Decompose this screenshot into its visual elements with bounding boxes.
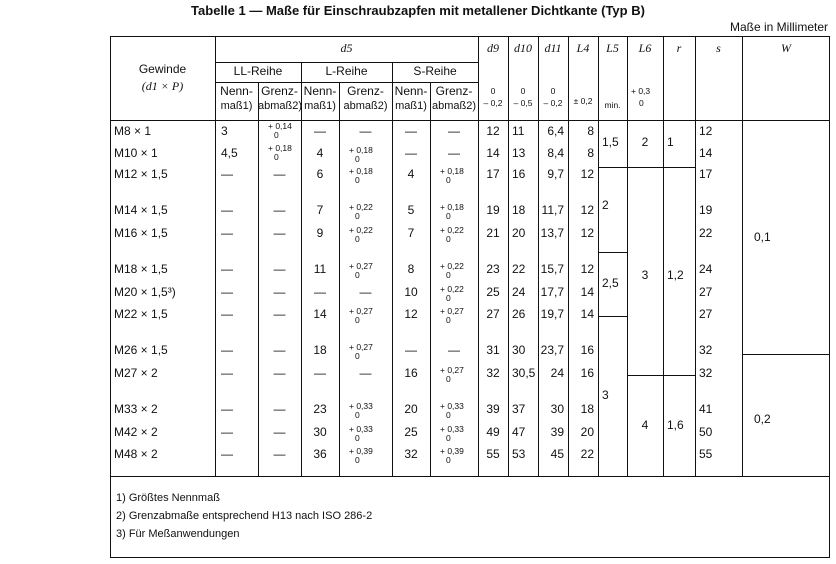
row-5-d10: 22 <box>512 262 526 276</box>
row-9-s-grenz-lower: 0 <box>446 374 451 384</box>
row-12-s-grenz-lower: 0 <box>446 455 451 465</box>
grid-hline <box>598 316 627 317</box>
grid-hline <box>627 167 695 168</box>
row-4-s: 22 <box>699 226 713 240</box>
row-2-s-grenz-upper: + 0,18 <box>440 166 464 176</box>
row-1-l-nenn: 4 <box>316 146 324 160</box>
grid-vline <box>258 82 259 476</box>
row-8-d9: 31 <box>486 343 500 357</box>
header-s: s <box>716 41 721 55</box>
header-L5: L5 <box>606 41 619 55</box>
row-7-l-nenn: 14 <box>313 307 327 321</box>
row-8-s: 32 <box>699 343 713 357</box>
row-7-ll-grenz: — <box>273 307 286 321</box>
header-sn-bottom: maß1) <box>395 100 427 112</box>
row-12-s-nenn: 32 <box>404 447 418 461</box>
header-L4: L4 <box>576 41 590 55</box>
row-0-d11: 6,4 <box>547 124 564 138</box>
row-1-ll-grenz-upper: + 0,18 <box>268 143 292 153</box>
row-6-l-nenn: — <box>314 285 326 299</box>
row-3-d9: 19 <box>486 203 500 217</box>
row-11-s-grenz <box>440 425 464 443</box>
header-llg-bottom: abmaß2) <box>258 100 303 112</box>
row-2-l-grenz-upper: + 0,18 <box>349 166 373 176</box>
header-d5: d5 <box>340 41 353 55</box>
header-lg-bottom: abmaß2) <box>343 100 388 112</box>
row-12-s-grenz <box>440 447 464 465</box>
row-1-s: 14 <box>699 146 713 160</box>
header-sn-top: Nenn- <box>394 84 428 98</box>
L5-merged-c: 2,5 <box>602 276 619 290</box>
row-10-l-grenz-lower: 0 <box>355 410 360 420</box>
row-8-l-grenz-lower: 0 <box>355 351 360 361</box>
row-10-s: 41 <box>699 402 713 416</box>
row-2-d11: 9,7 <box>547 167 564 181</box>
row-10-l-grenz-upper: + 0,33 <box>349 401 373 411</box>
header-d9-tol-lower: – 0,2 <box>483 98 503 108</box>
footnote-3: 3) Für Meßanwendungen <box>116 528 240 540</box>
row-11-s-nenn: 25 <box>404 425 418 439</box>
row-10-ll-nenn: — <box>221 402 233 416</box>
row-6-L4: 14 <box>580 285 594 299</box>
row-9-s: 32 <box>699 366 713 380</box>
row-12-ll-grenz: — <box>273 447 286 461</box>
header-d10: d10 <box>514 41 532 55</box>
row-5-s: 24 <box>699 262 713 276</box>
row-7-s: 27 <box>699 307 713 321</box>
row-12-d9: 55 <box>486 447 500 461</box>
row-2-gewinde: M12 × 1,5 <box>114 167 168 181</box>
header-ln-bottom: maß1) <box>304 100 336 112</box>
header-lg-top: Grenz- <box>347 84 384 98</box>
row-2-s-nenn: 4 <box>407 167 415 181</box>
row-5-gewinde: M18 × 1,5 <box>114 262 168 276</box>
header-d10-tol-upper: 0 <box>520 86 526 96</box>
row-8-s-nenn: — <box>405 343 417 357</box>
header-ll-reihe: LL-Reihe <box>233 64 283 78</box>
row-7-s-grenz-lower: 0 <box>446 315 451 325</box>
row-10-s-grenz-upper: + 0,33 <box>440 401 464 411</box>
row-11-s-grenz-upper: + 0,33 <box>440 424 464 434</box>
row-4-s-grenz <box>440 226 464 244</box>
header-sg-top: Grenz- <box>435 84 473 98</box>
row-8-s-grenz: — <box>448 343 460 357</box>
row-9-s-nenn: 16 <box>404 366 418 380</box>
row-3-ll-nenn: — <box>221 203 233 217</box>
row-7-d11: 19,7 <box>540 307 564 321</box>
W-merged-a: 0,1 <box>754 230 771 244</box>
row-4-ll-nenn: — <box>221 226 233 240</box>
grid-vline <box>627 36 628 476</box>
L5-merged-b: 2 <box>602 198 609 212</box>
header-d11-tol-upper: 0 <box>550 86 556 96</box>
row-12-gewinde: M48 × 2 <box>114 447 158 461</box>
row-9-d9: 32 <box>486 366 500 380</box>
row-2-l-grenz-lower: 0 <box>355 175 360 185</box>
row-9-gewinde: M27 × 2 <box>114 366 158 380</box>
row-0-ll-grenz-upper: + 0,14 <box>268 121 292 131</box>
row-2-s-grenz-lower: 0 <box>446 175 451 185</box>
row-0-gewinde: M8 × 1 <box>114 124 152 138</box>
row-9-s-grenz <box>440 366 464 384</box>
row-3-l-grenz-upper: + 0,22 <box>349 202 373 212</box>
row-11-gewinde: M42 × 2 <box>114 425 158 439</box>
header-gewinde: Gewinde <box>138 62 187 76</box>
row-1-ll-grenz <box>268 144 292 162</box>
row-4-L4: 12 <box>580 226 594 240</box>
header-s-reihe: S-Reihe <box>413 64 457 78</box>
row-5-s-grenz-upper: + 0,22 <box>440 261 464 271</box>
row-4-gewinde: M16 × 1,5 <box>114 226 168 240</box>
footnote-1: 1) Größtes Nennmaß <box>116 492 220 504</box>
header-gewinde-sub: (d1 × P) <box>141 79 184 93</box>
L6-merged-a: 2 <box>641 135 649 149</box>
row-1-ll-nenn: 4,5 <box>221 146 238 160</box>
row-1-l-grenz-upper: + 0,18 <box>349 145 373 155</box>
row-0-ll-grenz <box>268 122 292 140</box>
row-5-s-grenz-lower: 0 <box>446 270 451 280</box>
row-3-l-nenn: 7 <box>316 203 324 217</box>
grid-vline <box>695 36 696 476</box>
row-10-d10: 37 <box>512 402 526 416</box>
row-9-ll-nenn: — <box>221 366 233 380</box>
L5-merged-a: 1,5 <box>602 135 619 149</box>
row-0-l-grenz: — <box>359 124 372 138</box>
row-9-L4: 16 <box>580 366 594 380</box>
row-0-d9: 12 <box>486 124 500 138</box>
row-5-L4: 12 <box>580 262 594 276</box>
r-merged-b: 1,2 <box>667 268 684 282</box>
grid-hline <box>110 476 830 477</box>
grid-hline <box>215 82 478 83</box>
row-3-s-grenz-lower: 0 <box>446 211 451 221</box>
header-L6-tol-upper: + 0,3 <box>631 86 651 96</box>
row-4-s-nenn: 7 <box>407 226 415 240</box>
row-8-ll-grenz: — <box>273 343 286 357</box>
row-3-l-grenz-lower: 0 <box>355 211 360 221</box>
row-2-l-grenz <box>349 167 373 185</box>
row-1-gewinde: M10 × 1 <box>114 146 158 160</box>
row-1-d9: 14 <box>486 146 500 160</box>
header-L6-tol-lower: 0 <box>639 98 644 108</box>
row-11-L4: 20 <box>580 425 594 439</box>
row-3-gewinde: M14 × 1,5 <box>114 203 168 217</box>
row-5-ll-nenn: — <box>221 262 233 276</box>
row-3-d11: 11,7 <box>541 203 564 217</box>
row-6-gewinde: M20 × 1,5³) <box>114 285 176 299</box>
header-ln-top: Nenn- <box>303 84 337 98</box>
header-W: W <box>781 41 791 55</box>
row-4-l-grenz-upper: + 0,22 <box>349 225 373 235</box>
header-lln-bottom: maß1) <box>220 100 253 112</box>
row-12-d10: 53 <box>512 447 526 461</box>
row-11-ll-grenz: — <box>273 425 286 439</box>
row-6-d11: 17,7 <box>540 285 564 299</box>
L6-merged-c: 4 <box>641 418 649 432</box>
row-6-s-grenz <box>440 285 464 303</box>
header-d10-tol-lower: – 0,5 <box>513 98 533 108</box>
row-6-ll-nenn: — <box>221 285 233 299</box>
row-6-s: 27 <box>699 285 713 299</box>
row-4-d11: 13,7 <box>540 226 564 240</box>
row-10-s-grenz <box>440 402 464 420</box>
header-r: r <box>676 41 682 55</box>
row-6-d9: 25 <box>486 285 500 299</box>
row-6-ll-grenz: — <box>273 285 286 299</box>
row-4-d9: 21 <box>486 226 500 240</box>
grid-vline <box>430 82 431 476</box>
row-0-ll-nenn: 3 <box>221 124 228 138</box>
header-L4-tol: ± 0,2 <box>573 96 593 106</box>
row-3-s-grenz-upper: + 0,18 <box>440 202 464 212</box>
grid-vline <box>742 36 743 476</box>
row-10-ll-grenz: — <box>273 402 286 416</box>
row-6-l-grenz: — <box>359 285 372 299</box>
row-5-d9: 23 <box>486 262 500 276</box>
row-9-ll-grenz: — <box>273 366 286 380</box>
header-d9: d9 <box>487 41 499 55</box>
row-5-l-grenz-upper: + 0,27 <box>349 261 373 271</box>
row-5-l-grenz <box>349 262 373 280</box>
row-7-l-grenz-upper: + 0,27 <box>349 306 373 316</box>
header-L5-tol: min. <box>604 100 621 110</box>
header-L6: L6 <box>638 41 652 55</box>
row-8-d10: 30 <box>512 343 526 357</box>
row-11-d9: 49 <box>486 425 500 439</box>
row-8-gewinde: M26 × 1,5 <box>114 343 168 357</box>
row-6-d10: 24 <box>512 285 526 299</box>
row-5-s-grenz <box>440 262 464 280</box>
row-4-l-nenn: 9 <box>316 226 324 240</box>
header-llg-top: Grenz- <box>261 84 298 98</box>
row-11-l-grenz-lower: 0 <box>355 433 360 443</box>
row-11-l-nenn: 30 <box>313 425 327 439</box>
row-5-s-nenn: 8 <box>407 262 415 276</box>
row-11-d10: 47 <box>512 425 526 439</box>
unit-note: Maße in Millimeter <box>729 20 828 34</box>
row-2-l-nenn: 6 <box>316 167 324 181</box>
row-12-d11: 45 <box>550 447 564 461</box>
row-9-s-grenz-upper: + 0,27 <box>440 365 464 375</box>
grid-hline <box>598 167 627 168</box>
row-4-l-grenz-lower: 0 <box>355 234 360 244</box>
row-4-d10: 20 <box>512 226 526 240</box>
row-5-ll-grenz: — <box>273 262 286 276</box>
row-3-l-grenz <box>349 203 373 221</box>
table-title: Tabelle 1 — Maße für Einschraubzapfen mit metallener Dichtkante (Typ B) <box>191 3 645 18</box>
row-12-l-grenz-lower: 0 <box>355 455 360 465</box>
row-0-s: 12 <box>699 124 713 138</box>
row-7-d10: 26 <box>512 307 526 321</box>
row-2-d10: 16 <box>512 167 526 181</box>
grid-vline <box>663 36 664 476</box>
row-4-s-grenz-upper: + 0,22 <box>440 225 464 235</box>
row-5-l-nenn: 11 <box>313 262 327 276</box>
row-1-d11: 8,4 <box>547 146 564 160</box>
row-11-l-grenz-upper: + 0,33 <box>349 424 373 434</box>
row-1-ll-grenz-lower: 0 <box>274 152 279 162</box>
row-8-d11: 23,7 <box>540 343 564 357</box>
row-7-s-grenz <box>440 307 464 325</box>
grid-hline <box>110 120 830 121</box>
row-2-s-grenz <box>440 167 464 185</box>
row-1-d10: 13 <box>512 146 526 160</box>
row-0-ll-grenz-lower: 0 <box>274 130 279 140</box>
row-5-l-grenz-lower: 0 <box>355 270 360 280</box>
header-d11: d11 <box>544 41 562 55</box>
row-0-s-grenz: — <box>448 124 460 138</box>
row-4-s-grenz-lower: 0 <box>446 234 451 244</box>
row-7-l-grenz <box>349 307 373 325</box>
row-2-s: 17 <box>699 167 713 181</box>
row-6-s-grenz-lower: 0 <box>446 293 451 303</box>
row-7-l-grenz-lower: 0 <box>355 315 360 325</box>
row-9-d10: 30,5 <box>512 366 536 380</box>
row-8-l-grenz-upper: + 0,27 <box>349 342 373 352</box>
row-1-L4: 8 <box>587 146 594 160</box>
row-11-d11: 39 <box>550 425 564 439</box>
header-d11-tol-lower: – 0,2 <box>543 98 563 108</box>
row-2-d9: 17 <box>486 167 500 181</box>
row-3-s-nenn: 5 <box>407 203 415 217</box>
row-8-L4: 16 <box>580 343 594 357</box>
row-3-d10: 18 <box>512 203 526 217</box>
W-merged-b: 0,2 <box>754 412 771 426</box>
row-9-d11: 24 <box>550 366 564 380</box>
row-2-ll-grenz: — <box>273 167 286 181</box>
row-5-d11: 15,7 <box>540 262 564 276</box>
row-11-ll-nenn: — <box>221 425 233 439</box>
row-12-ll-nenn: — <box>221 447 233 461</box>
footnote-2: 2) Grenzabmaße entsprechend H13 nach ISO 286-2 <box>116 510 373 522</box>
grid-hline <box>598 252 627 253</box>
header-l-reihe: L-Reihe <box>325 64 368 78</box>
grid-hline <box>215 62 478 63</box>
row-10-s-grenz-lower: 0 <box>446 410 451 420</box>
L5-merged-d: 3 <box>602 388 609 402</box>
L6-merged-b: 3 <box>641 268 649 282</box>
header-sg-bottom: abmaß2) <box>431 100 477 112</box>
row-3-s-grenz <box>440 203 464 221</box>
row-2-L4: 12 <box>580 167 594 181</box>
row-4-l-grenz <box>349 226 373 244</box>
row-10-d11: 30 <box>550 402 564 416</box>
row-10-L4: 18 <box>580 402 594 416</box>
row-1-l-grenz-lower: 0 <box>355 154 360 164</box>
row-0-s-nenn: — <box>405 124 417 138</box>
row-1-l-grenz <box>349 146 373 164</box>
r-merged-a: 1 <box>667 135 674 149</box>
row-10-d9: 39 <box>486 402 500 416</box>
row-11-s: 50 <box>699 425 713 439</box>
header-d9-tol-upper: 0 <box>490 86 496 96</box>
row-9-l-nenn: — <box>314 366 326 380</box>
row-12-L4: 22 <box>580 447 594 461</box>
row-10-l-nenn: 23 <box>313 402 327 416</box>
row-4-ll-grenz: — <box>273 226 286 240</box>
header-lln-top: Nenn- <box>220 84 253 98</box>
row-1-s-nenn: — <box>405 146 417 160</box>
row-7-gewinde: M22 × 1,5 <box>114 307 168 321</box>
grid-hline <box>742 354 830 355</box>
row-10-l-grenz <box>349 402 373 420</box>
row-8-l-grenz <box>349 343 373 361</box>
row-12-l-nenn: 36 <box>313 447 327 461</box>
row-10-s-nenn: 20 <box>404 402 418 416</box>
row-0-l-nenn: — <box>314 124 326 138</box>
row-3-ll-grenz: — <box>273 203 286 217</box>
row-7-L4: 14 <box>580 307 594 321</box>
row-1-s-grenz: — <box>448 146 460 160</box>
row-8-l-nenn: 18 <box>313 343 327 357</box>
row-11-s-grenz-lower: 0 <box>446 433 451 443</box>
row-7-ll-nenn: — <box>221 307 233 321</box>
row-0-L4: 8 <box>587 124 594 138</box>
grid-vline <box>339 82 340 476</box>
row-12-s: 55 <box>699 447 713 461</box>
row-12-l-grenz <box>349 447 373 465</box>
row-9-l-grenz: — <box>359 366 372 380</box>
row-12-l-grenz-upper: + 0,39 <box>349 446 373 456</box>
row-2-ll-nenn: — <box>221 167 233 181</box>
row-3-L4: 12 <box>580 203 594 217</box>
row-0-d10: 11 <box>512 124 525 138</box>
row-10-gewinde: M33 × 2 <box>114 402 158 416</box>
row-7-s-nenn: 12 <box>404 307 418 321</box>
table-frame <box>110 36 830 558</box>
row-6-s-nenn: 10 <box>404 285 418 299</box>
row-7-s-grenz-upper: + 0,27 <box>440 306 464 316</box>
row-8-ll-nenn: — <box>221 343 233 357</box>
grid-hline <box>627 375 695 376</box>
row-3-s: 19 <box>699 203 713 217</box>
row-7-d9: 27 <box>486 307 500 321</box>
row-12-s-grenz-upper: + 0,39 <box>440 446 464 456</box>
row-11-l-grenz <box>349 425 373 443</box>
r-merged-c: 1,6 <box>667 418 684 432</box>
row-6-s-grenz-upper: + 0,22 <box>440 284 464 294</box>
